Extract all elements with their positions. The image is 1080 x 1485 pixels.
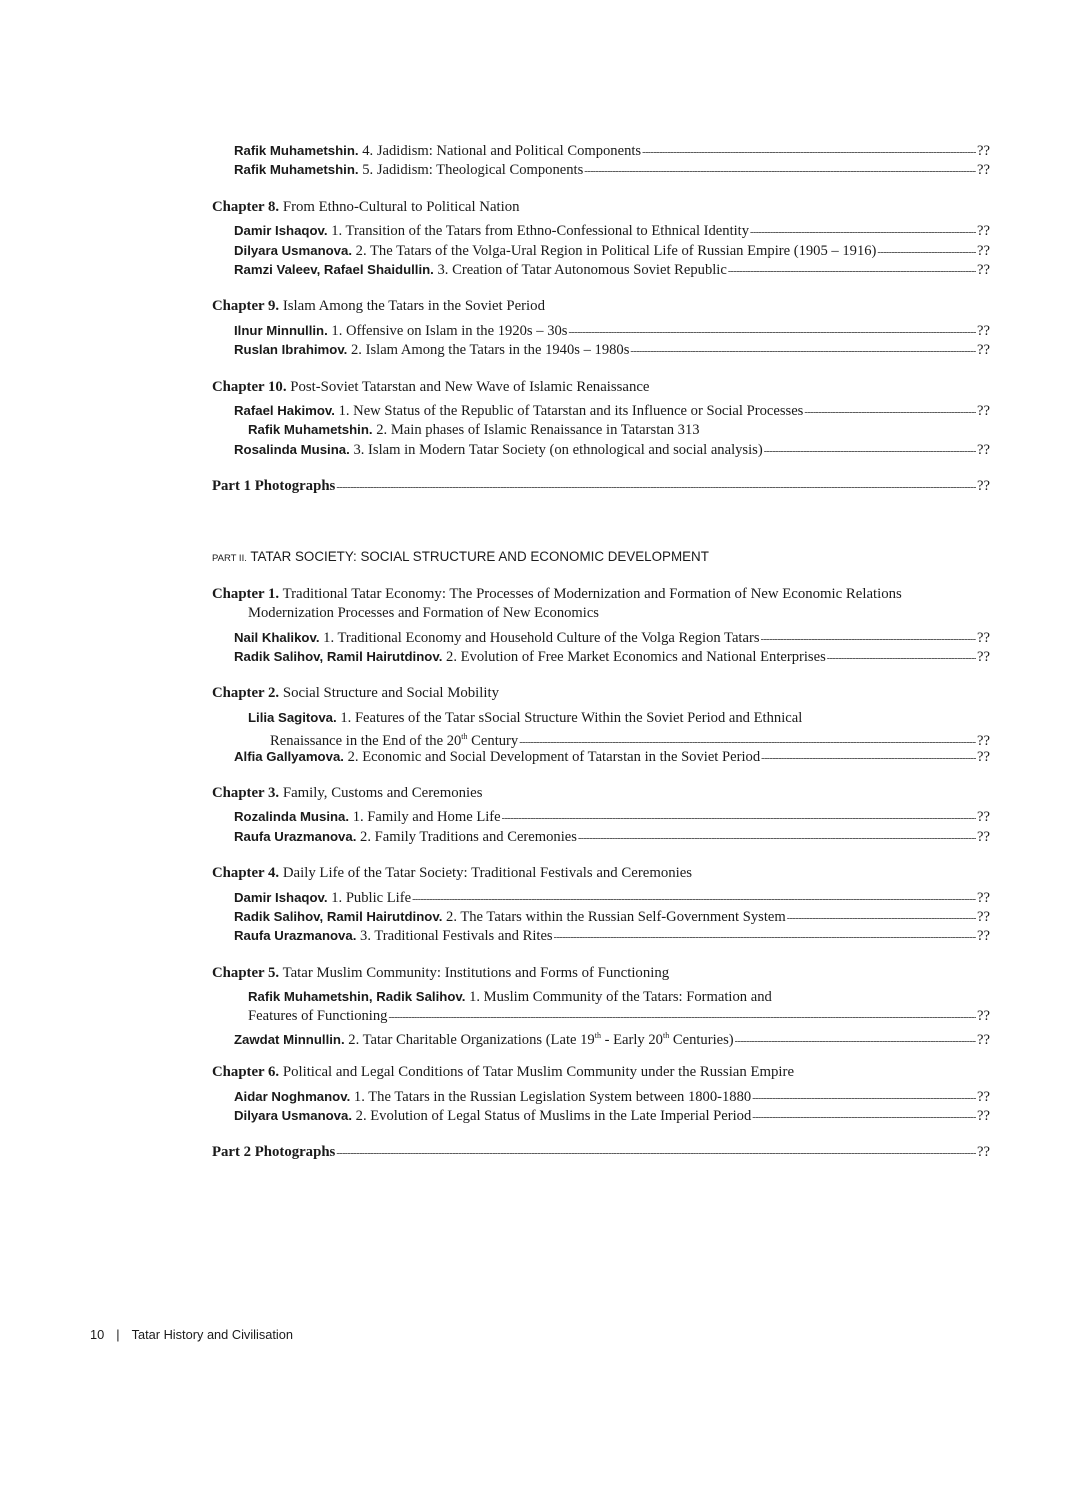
page-number: ?? <box>977 1108 990 1125</box>
dot-leader <box>804 403 976 422</box>
toc-entry[interactable] <box>212 401 990 420</box>
toc-entry[interactable] <box>212 340 990 359</box>
dot-leader <box>554 928 976 947</box>
dot-leader <box>877 243 976 262</box>
chapter-label: Chapter 5. <box>212 964 280 981</box>
chapter-heading[interactable] <box>212 297 990 316</box>
dot-leader <box>752 1108 976 1127</box>
dot-leader <box>336 1144 976 1163</box>
ordinal-suffix: th <box>594 1030 601 1040</box>
toc-entry[interactable] <box>212 160 990 179</box>
page-number: ?? <box>977 828 990 845</box>
toc-entry[interactable] <box>212 888 990 907</box>
entry-title: 1. Features of the Tatar sSocial Structure Within the Soviet Period and Ethnical <box>340 709 803 726</box>
chapter-heading[interactable] <box>212 585 990 604</box>
entry-title: 3. Islam in Modern Tatar Society (on ethnological and social analysis) <box>353 441 763 458</box>
chapter-title: Tatar Muslim Community: Institutions and Forms of Functioning <box>282 964 670 981</box>
dot-leader <box>735 1032 976 1051</box>
entry-title: 1. Transition of the Tatars from Ethno-Confessional to Ethnical Identity <box>331 223 750 240</box>
page-number: ?? <box>977 143 990 159</box>
entry-author: Rafik Muhametshin. <box>234 162 359 178</box>
chapter-label: Chapter 9. <box>212 298 280 315</box>
toc-entry[interactable] <box>212 907 990 926</box>
chapter-title-continued: Modernization Processes and Formation of New Economics <box>248 605 599 622</box>
entry-title: 1. The Tatars in the Russian Legislation System between 1800-1880 <box>353 1088 752 1105</box>
entry-author: Damir Ishaqov. <box>234 223 328 239</box>
entry-author: Damir Ishaqov. <box>234 889 328 905</box>
entry-title: 2. Main phases of Islamic Renaissance in Tatarstan 313 <box>376 422 700 439</box>
toc-entry-continued[interactable] <box>212 727 990 750</box>
toc-entry[interactable] <box>212 1026 990 1048</box>
toc-entry[interactable] <box>212 708 990 727</box>
entry-title: 3. Creation of Tatar Autonomous Soviet Republic <box>437 261 727 278</box>
entry-title-end: Centuries) <box>669 1031 734 1048</box>
toc-entry[interactable] <box>212 1106 990 1125</box>
chapter-title: Post-Soviet Tatarstan and New Wave of Islamic Renaissance <box>290 378 650 395</box>
entry-author: Ilnur Minnullin. <box>234 322 328 338</box>
page-number: ?? <box>977 1088 990 1105</box>
toc-entry[interactable] <box>212 987 990 1006</box>
page-number: ?? <box>977 649 990 666</box>
chapter-title: Social Structure and Social Mobility <box>282 685 500 702</box>
chapter-heading[interactable] <box>212 864 990 883</box>
entry-author: Raufa Urazmanova. <box>234 828 357 844</box>
toc-entry[interactable] <box>212 241 990 260</box>
dot-leader <box>630 342 976 361</box>
entry-author: Nail Khalikov. <box>234 629 320 645</box>
dot-leader <box>728 262 976 281</box>
entry-title: 1. Offensive on Islam in the 1920s – 30s <box>331 322 568 339</box>
footer-page-number: 10 <box>90 1327 105 1342</box>
toc-entry[interactable] <box>212 420 990 439</box>
entry-title: 4. Jadidism: National and Political Components <box>362 143 642 159</box>
page-number: ?? <box>977 441 990 458</box>
page-footer <box>90 1327 293 1342</box>
entry-title: 2. Economic and Social Development of Tatarstan in the Soviet Period <box>347 748 761 765</box>
entry-title: 2. The Tatars of the Volga-Ural Region in Political Life of Russian Empire (1905 – 1916) <box>355 242 877 259</box>
page-number: ?? <box>977 928 990 945</box>
dot-leader <box>752 1089 976 1108</box>
toc-entry[interactable] <box>212 440 990 459</box>
dot-leader <box>388 1008 976 1027</box>
chapter-title: From Ethno-Cultural to Political Nation <box>282 198 520 215</box>
page-number: ?? <box>977 1031 990 1048</box>
dot-leader <box>584 162 976 181</box>
entry-author: Rafik Muhametshin. <box>234 143 359 158</box>
entry-title: 2. The Tatars within the Russian Self-Government System <box>446 908 786 925</box>
entry-author: Radik Salihov, Ramil Hairutdinov. <box>234 649 443 665</box>
part-heading[interactable] <box>212 547 990 566</box>
toc-entry[interactable] <box>212 260 990 279</box>
chapter-title: Political and Legal Conditions of Tatar Muslim Community under the Russian Empire <box>282 1064 795 1081</box>
chapter-label: Chapter 3. <box>212 784 280 801</box>
entry-title: 2. Tatar Charitable Organizations (Late 19 <box>348 1031 595 1048</box>
page-number: ?? <box>977 629 990 646</box>
part-title: TATAR SOCIETY: SOCIAL STRUCTURE AND ECONOMIC DEVELOPMENT <box>250 549 709 565</box>
chapter-title: Family, Customs and Ceremonies <box>282 784 483 801</box>
table-of-contents <box>212 141 990 1163</box>
toc-entry[interactable] <box>212 1087 990 1106</box>
entry-title-mid: - Early 20 <box>600 1031 663 1048</box>
entry-title-end: Century <box>467 733 519 750</box>
entry-author: Radik Salihov, Ramil Hairutdinov. <box>234 908 443 924</box>
entry-author: Rozalinda Musina. <box>234 809 350 825</box>
entry-title: 2. Evolution of Free Market Economics and National Enterprises <box>446 649 826 666</box>
entry-title: 2. Family Traditions and Ceremonies <box>360 828 577 845</box>
dot-leader <box>827 649 976 668</box>
page-number: ?? <box>977 162 990 179</box>
entry-title: 1. Public Life <box>331 889 412 906</box>
entry-title: 1. Muslim Community of the Tatars: Formation and <box>469 989 772 1006</box>
page-number: ?? <box>977 478 990 495</box>
entry-title: 1. Family and Home Life <box>352 809 501 826</box>
entry-author: Aidar Noghmanov. <box>234 1088 351 1104</box>
toc-entry-part2-photographs[interactable] <box>212 1143 990 1162</box>
entry-author: Ruslan Ibrahimov. <box>234 342 348 358</box>
page-number: ?? <box>977 261 990 278</box>
toc-entry[interactable] <box>212 647 990 666</box>
page-number: ?? <box>977 223 990 240</box>
chapter-label: Chapter 4. <box>212 865 280 882</box>
chapter-title: Traditional Tatar Economy: The Processes of Modernization and Formation of New Economic Relations <box>282 585 902 602</box>
part-prefix: PART II. <box>212 553 247 565</box>
footer-separator: | <box>116 1327 120 1342</box>
toc-entry[interactable] <box>212 221 990 240</box>
dot-leader <box>568 323 976 342</box>
toc-entry[interactable] <box>212 926 990 945</box>
entry-author: Zawdat Minnullin. <box>234 1031 345 1047</box>
dot-leader <box>578 829 976 848</box>
page-number: ?? <box>977 342 990 359</box>
page-number: ?? <box>977 748 990 765</box>
entry-title: 2. Islam Among the Tatars in the 1940s – 1980s <box>351 342 630 359</box>
chapter-label: Chapter 2. <box>212 685 280 702</box>
dot-leader <box>336 478 976 497</box>
entry-title: Part 1 Photographs <box>212 478 336 495</box>
entry-author: Raufa Urazmanova. <box>234 928 357 944</box>
entry-author: Dilyara Usmanova. <box>234 1108 353 1124</box>
toc-entry[interactable] <box>212 827 990 846</box>
chapter-title: Islam Among the Tatars in the Soviet Period <box>282 298 545 315</box>
chapter-title: Daily Life of the Tatar Society: Traditional Festivals and Ceremonies <box>282 865 693 882</box>
entry-author: Rafik Muhametshin. <box>248 422 373 438</box>
entry-title: 2. Evolution of Legal Status of Muslims in the Late Imperial Period <box>355 1108 752 1125</box>
toc-entry-part1-photographs[interactable] <box>212 477 990 496</box>
entry-author: Lilia Sagitova. <box>248 709 337 725</box>
chapter-heading[interactable] <box>212 198 990 217</box>
chapter-heading[interactable] <box>212 684 990 703</box>
page-number: ?? <box>977 908 990 925</box>
entry-author: Rosalinda Musina. <box>234 441 350 457</box>
entry-title: 1. Traditional Economy and Household Culture of the Volga Region Tatars <box>323 629 760 646</box>
chapter-heading[interactable] <box>212 378 990 397</box>
chapter-heading[interactable] <box>212 964 990 983</box>
dot-leader <box>764 442 976 461</box>
page-number: ?? <box>977 1007 990 1024</box>
chapter-heading[interactable] <box>212 784 990 803</box>
entry-title: 5. Jadidism: Theological Components <box>362 162 584 179</box>
dot-leader <box>761 749 976 768</box>
chapter-label: Chapter 10. <box>212 378 287 395</box>
toc-entry-continued[interactable] <box>212 1007 990 1026</box>
page-number: ?? <box>977 889 990 906</box>
toc-entry[interactable] <box>212 807 990 826</box>
ordinal-suffix: th <box>662 1030 670 1040</box>
entry-author: Rafik Muhametshin, Radik Salihov. <box>248 989 466 1005</box>
dot-leader <box>642 143 976 162</box>
entry-title: 3. Traditional Festivals and Rites <box>360 928 553 945</box>
entry-author: Rafael Hakimov. <box>234 402 335 418</box>
toc-entry[interactable] <box>212 628 990 647</box>
footer-running-title: Tatar History and Civilisation <box>131 1327 294 1342</box>
entry-author: Dilyara Usmanova. <box>234 242 353 258</box>
page-number: ?? <box>977 402 990 419</box>
entry-title-continued: Features of Functioning <box>248 1007 388 1024</box>
page-number: ?? <box>977 809 990 826</box>
ordinal-suffix: th <box>461 732 468 742</box>
chapter-label: Chapter 1. <box>212 585 280 602</box>
toc-entry[interactable] <box>212 321 990 340</box>
page-number: ?? <box>977 1144 990 1161</box>
chapter-heading[interactable] <box>212 1063 990 1082</box>
entry-title-continued: Renaissance in the End of the 20 <box>270 733 462 750</box>
chapter-label: Chapter 8. <box>212 198 280 215</box>
entry-author: Ramzi Valeev, Rafael Shaidullin. <box>234 261 434 277</box>
dot-leader <box>787 909 976 928</box>
entry-title: Part 2 Photographs <box>212 1144 336 1161</box>
toc-entry[interactable] <box>212 141 990 160</box>
page-number: ?? <box>977 733 990 750</box>
page-number: ?? <box>977 242 990 259</box>
entry-title: 1. New Status of the Republic of Tatarstan and its Influence or Social Processes <box>338 402 804 419</box>
entry-author: Alfia Gallyamova. <box>234 748 344 764</box>
page-number: ?? <box>977 322 990 339</box>
chapter-label: Chapter 6. <box>212 1064 280 1081</box>
toc-entry[interactable] <box>212 747 990 766</box>
